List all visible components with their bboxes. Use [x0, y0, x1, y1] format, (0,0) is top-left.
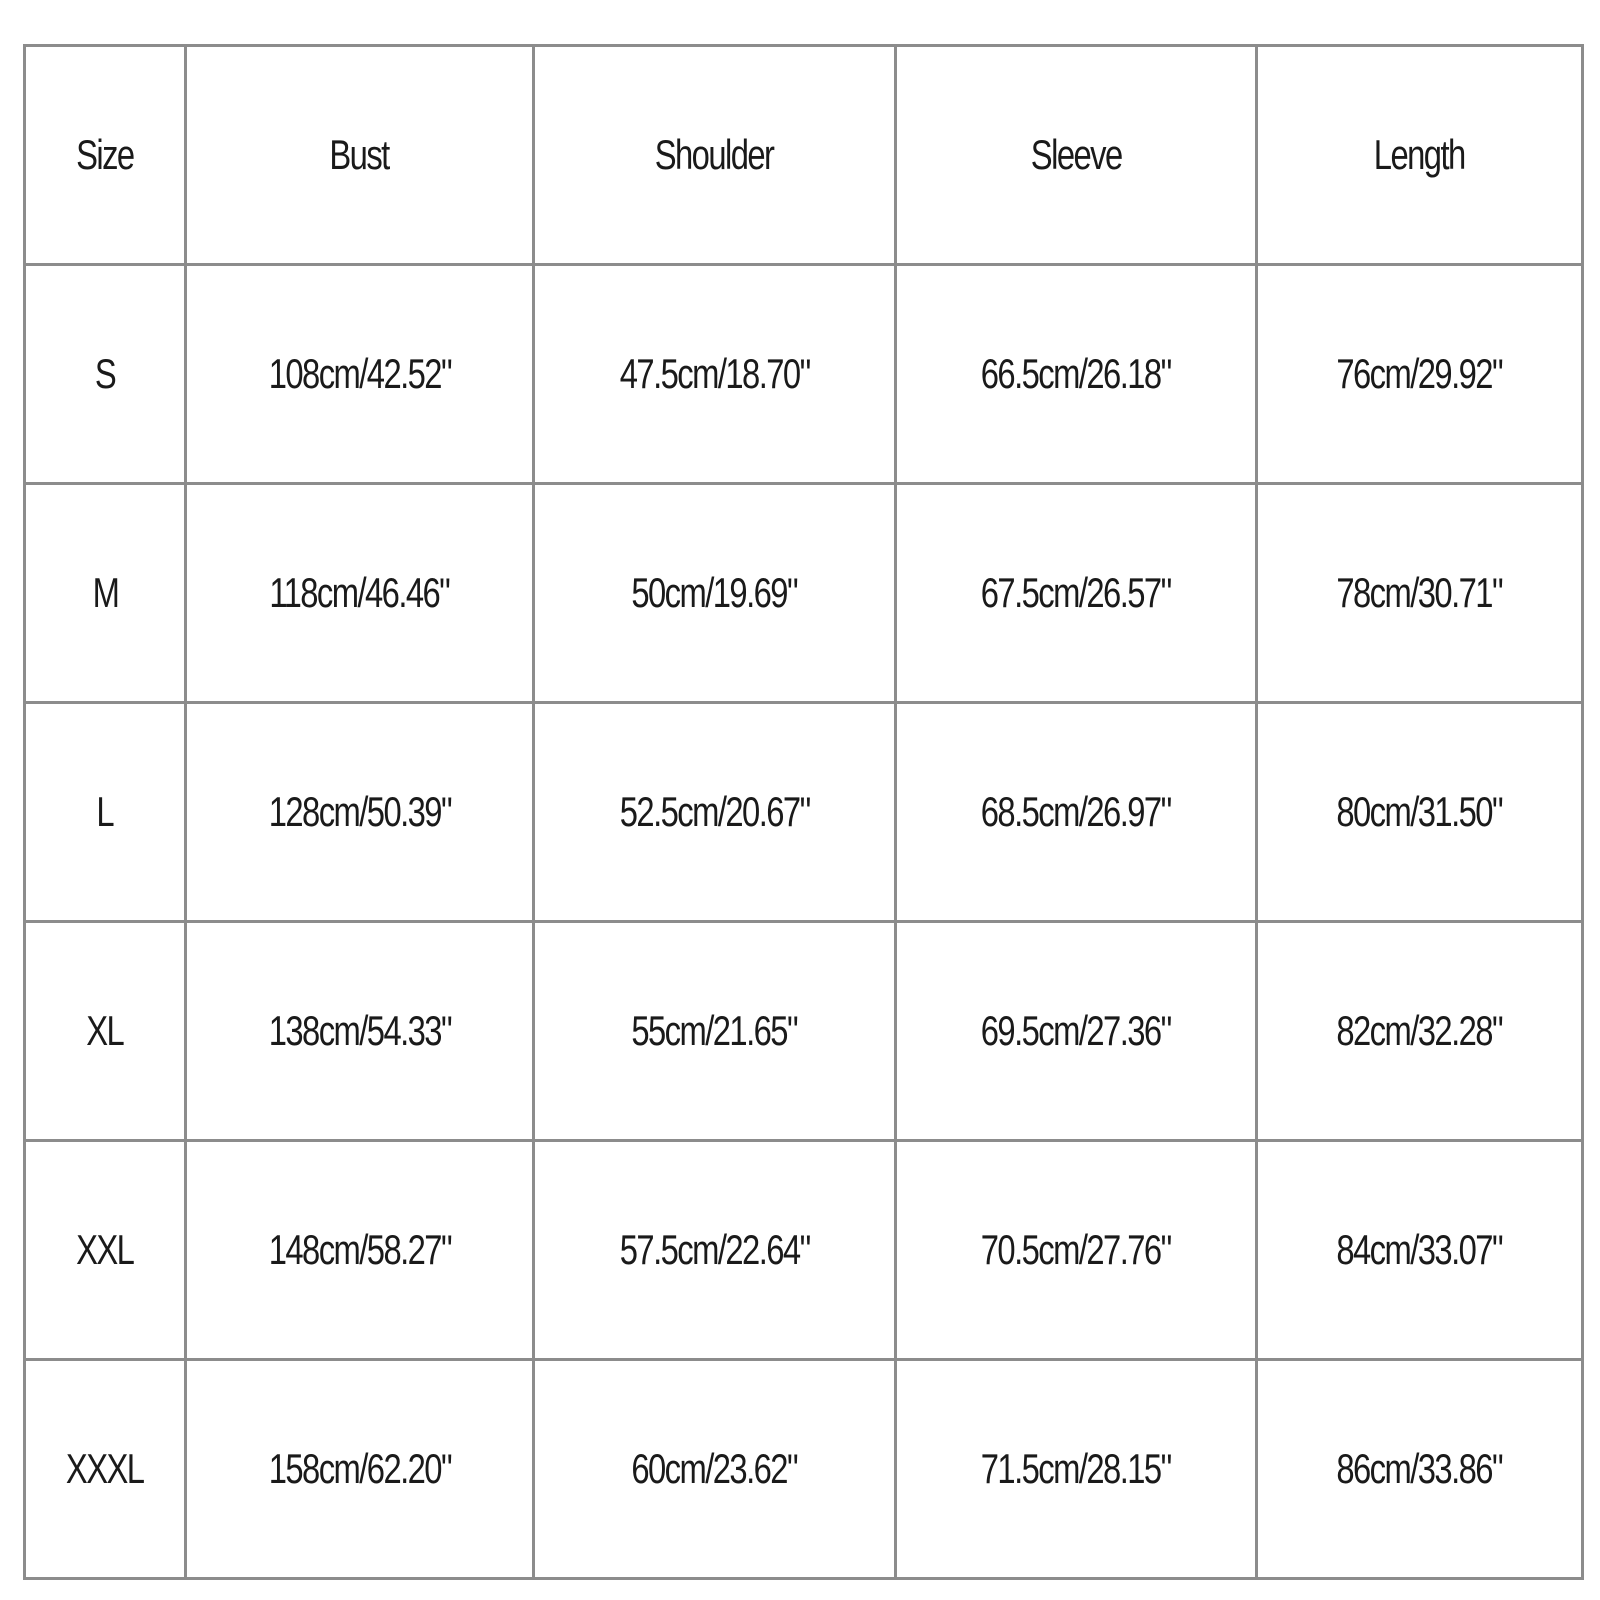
table-cell	[1257, 265, 1583, 484]
table-row	[25, 703, 1583, 922]
table-cell	[186, 484, 534, 703]
size-chart-table	[23, 44, 1584, 1580]
table-cell	[1257, 703, 1583, 922]
cell-text: 128cm/50.39"	[268, 788, 451, 835]
table-cell	[25, 1141, 186, 1360]
table-cell	[25, 922, 186, 1141]
cell-text: L	[96, 788, 114, 835]
cell-text: 52.5cm/20.67"	[619, 788, 810, 835]
table-cell	[186, 265, 534, 484]
header-sleeve	[896, 46, 1257, 265]
header-bust-label: Bust	[329, 131, 390, 178]
cell-text: XXXL	[66, 1445, 144, 1492]
table-cell	[896, 703, 1257, 922]
table-cell	[896, 1360, 1257, 1579]
cell-text: XXL	[76, 1226, 134, 1273]
table-cell	[186, 922, 534, 1141]
table-cell	[25, 265, 186, 484]
cell-text: 66.5cm/26.18"	[981, 350, 1171, 397]
cell-text: 71.5cm/28.15"	[981, 1445, 1171, 1492]
table-cell	[1257, 1141, 1583, 1360]
table-cell	[534, 484, 896, 703]
table-row	[25, 1360, 1583, 1579]
table-cell	[534, 1141, 896, 1360]
header-bust	[186, 46, 534, 265]
table-cell	[1257, 922, 1583, 1141]
header-row	[25, 46, 1583, 265]
table-cell	[534, 703, 896, 922]
table-cell	[896, 265, 1257, 484]
cell-text: 60cm/23.62"	[631, 1445, 798, 1492]
cell-text: 86cm/33.86"	[1336, 1445, 1503, 1492]
cell-text: S	[94, 350, 116, 397]
table-row	[25, 484, 1583, 703]
table-cell	[896, 484, 1257, 703]
header-length-label: Length	[1374, 131, 1465, 178]
cell-text: 138cm/54.33"	[268, 1007, 451, 1054]
cell-text: 69.5cm/27.36"	[981, 1007, 1171, 1054]
header-shoulder-label: Shoulder	[655, 131, 774, 178]
table-cell	[186, 1360, 534, 1579]
cell-text: 158cm/62.20"	[268, 1445, 451, 1492]
cell-text: 70.5cm/27.76"	[981, 1226, 1171, 1273]
header-shoulder	[534, 46, 896, 265]
cell-text: 78cm/30.71"	[1336, 569, 1503, 616]
cell-text: 108cm/42.52"	[268, 350, 451, 397]
cell-text: 76cm/29.92"	[1336, 350, 1503, 397]
cell-text: 80cm/31.50"	[1336, 788, 1503, 835]
cell-text: 148cm/58.27"	[268, 1226, 451, 1273]
header-size	[25, 46, 186, 265]
table-row	[25, 922, 1583, 1141]
table-cell	[186, 703, 534, 922]
header-sleeve-label: Sleeve	[1030, 131, 1122, 178]
cell-text: 84cm/33.07"	[1336, 1226, 1503, 1273]
table-cell	[534, 1360, 896, 1579]
table-row	[25, 265, 1583, 484]
table-cell	[186, 1141, 534, 1360]
cell-text: 67.5cm/26.57"	[981, 569, 1171, 616]
table-row	[25, 1141, 1583, 1360]
cell-text: M	[92, 569, 118, 616]
table-cell	[896, 1141, 1257, 1360]
cell-text: 47.5cm/18.70"	[619, 350, 810, 397]
cell-text: 55cm/21.65"	[631, 1007, 798, 1054]
cell-text: 50cm/19.69"	[631, 569, 798, 616]
cell-text: 118cm/46.46"	[269, 569, 450, 616]
table-cell	[25, 1360, 186, 1579]
table-cell	[25, 484, 186, 703]
cell-text: 68.5cm/26.97"	[981, 788, 1171, 835]
table-cell	[896, 922, 1257, 1141]
cell-text: 57.5cm/22.64"	[619, 1226, 810, 1273]
cell-text: 82cm/32.28"	[1336, 1007, 1503, 1054]
table-cell	[1257, 1360, 1583, 1579]
header-length	[1257, 46, 1583, 265]
table-cell	[25, 703, 186, 922]
header-size-label: Size	[76, 131, 134, 178]
table-cell	[534, 922, 896, 1141]
table-cell	[1257, 484, 1583, 703]
cell-text: XL	[86, 1007, 124, 1054]
table-cell	[534, 265, 896, 484]
